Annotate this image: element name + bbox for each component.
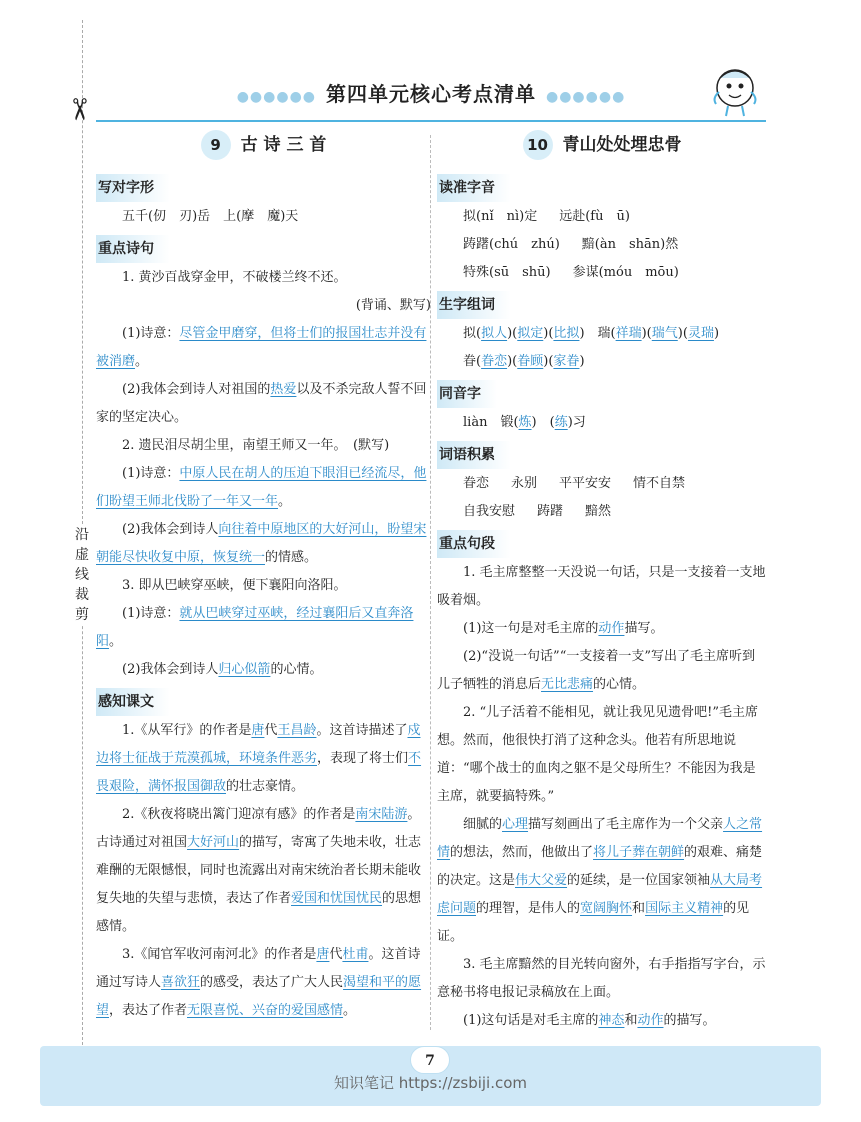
pinyin-row: 拟(nǐ nì)定 远赴(fù ū)	[463, 209, 630, 224]
word-group: 拟(拟人)(拟定)(比拟) 瑞(祥瑞)(瑞气)(灵瑞)	[463, 326, 720, 341]
section-heading: 词语积累	[437, 441, 511, 469]
section-heading: 重点句段	[437, 530, 511, 558]
summary-paragraph: 3.《闻官军收河南河北》的作者是唐代杜甫。这首诗通过写诗人喜欲狂的感受，表达了广大人民渴望和平的愿望，表达了作者无限喜悦、兴奋的爱国感情。	[96, 947, 422, 1018]
cut-note: 沿虚线裁剪	[72, 525, 92, 625]
section-heading: 感知课文	[96, 688, 170, 716]
answer-paragraph: (2)我体会到诗人归心似箭的心情。	[122, 662, 323, 677]
left-column	[96, 130, 431, 1025]
answer-paragraph: (1)诗意：尽管金甲磨穿，但将士们的报国壮志并没有被消磨。	[96, 326, 427, 369]
lesson-number: 10	[523, 130, 553, 160]
section-heading: 生字组词	[437, 291, 511, 319]
word-group: 眷(眷恋)(眷顾)(家眷)	[463, 354, 585, 369]
answer-paragraph: (2)“没说一句话”“一支接着一支”写出了毛主席听到儿子牺牲的消息后无比悲痛的心情。	[437, 649, 755, 692]
summary-paragraph: 1.《从军行》的作者是唐代王昌龄。这首诗描述了戍边将士征战于荒漠孤城，环境条件恶劣，表现了将士们不畏艰险，满怀报国御敌的壮志豪情。	[96, 723, 422, 794]
pinyin-row: 踌躇(chú zhú) 黯(àn shān)然	[463, 237, 679, 252]
vocab-row: 自我安慰 踌躇 黯然	[463, 504, 612, 519]
summary-paragraph: 2.《秋夜将晓出篱门迎凉有感》的作者是南宋陆游。古诗通过对祖国大好河山的描写，寄寓了失地未收，壮志难酬的无限憾恨，同时也流露出对南宋统治者长期未能收复失地的失望与悲愤，表达了作者爱国和忧国忧民的思想感情。	[96, 807, 422, 934]
homophone-line: liàn 锻(炼) (练)习	[463, 415, 586, 430]
answer-paragraph: (2)我体会到诗人对祖国的热爱以及不杀完敌人誓不回家的坚定决心。	[96, 382, 427, 425]
answer-paragraph: (1)这句话是对毛主席的神态和动作的描写。	[463, 1013, 716, 1028]
header-rule	[96, 120, 766, 122]
answer-paragraph: (1)诗意：中原人民在胡人的压迫下眼泪已经流尽，他们盼望王师北伐盼了一年又一年。	[96, 466, 427, 509]
page-number: 7	[410, 1046, 450, 1074]
pinyin-row: 特殊(sū shū) 参谋(móu mōu)	[463, 265, 679, 280]
page-header	[96, 72, 766, 122]
quote-paragraph: 2. “儿子活着不能相见，就让我见见遗骨吧!”毛主席想。然而，他很快打消了这种念头。他若有所思地说道：“哪个战士的血肉之躯不是父母所生？不能因为我是主席，就要搞特殊。”	[437, 705, 759, 804]
answer-paragraph: (2)我体会到诗人向往着中原地区的大好河山，盼望宋朝能尽快收复中原，恢复统一的情感。	[96, 522, 427, 565]
watermark: 知识笔记 https://zsbiji.com	[333, 1074, 528, 1092]
scissors-icon: ✂	[61, 96, 97, 123]
answer-paragraph: (1)诗意：就从巴峡穿过巫峡，经过襄阳后又直奔洛阳。	[96, 606, 414, 649]
zixing-line: 五千(仞 刃)岳 上(摩 魔)天	[122, 209, 299, 224]
poem-line: 1. 黄沙百战穿金甲，不破楼兰终不还。	[122, 270, 347, 285]
section-heading: 重点诗句	[96, 235, 170, 263]
quote-paragraph: 1. 毛主席整整一天没说一句话，只是一支接着一支地吸着烟。	[437, 565, 766, 608]
right-column	[437, 130, 767, 1035]
quote-paragraph: 3. 毛主席黯然的目光转向窗外，右手指指写字台，示意秘书将电报记录稿放在上面。	[437, 957, 766, 1000]
lesson-10-title: 10 青山处处埋忠骨	[437, 130, 767, 160]
note: (背诵、默写)	[355, 298, 431, 313]
mascot-icon	[710, 64, 760, 118]
lesson-9-title: 9 古 诗 三 首	[96, 130, 431, 160]
page-title: ●●●●●● 第四单元核心考点清单 ●●●●●●	[236, 82, 626, 106]
section-heading: 同音字	[437, 380, 497, 408]
lesson-number: 9	[201, 130, 231, 160]
poem-line: 2. 遗民泪尽胡尘里，南望王师又一年。 (默写)	[122, 438, 390, 453]
poem-line: 3. 即从巴峡穿巫峡，便下襄阳向洛阳。	[122, 578, 347, 593]
section-heading: 读准字音	[437, 174, 511, 202]
section-heading: 写对字形	[96, 174, 170, 202]
answer-paragraph: (1)这一句是对毛主席的动作描写。	[463, 621, 664, 636]
vocab-row: 眷恋 永别 平平安安 情不自禁	[463, 476, 686, 491]
answer-paragraph: 细腻的心理描写刻画出了毛主席作为一个父亲人之常情的想法，然而，他做出了将儿子葬在朝鲜的艰难、痛楚的决定。这是伟大父爱的延续，是一位国家领袖从大局考虑问题的理智，是伟人的宽阔胸怀和国际主义精神的见证。	[437, 817, 763, 944]
